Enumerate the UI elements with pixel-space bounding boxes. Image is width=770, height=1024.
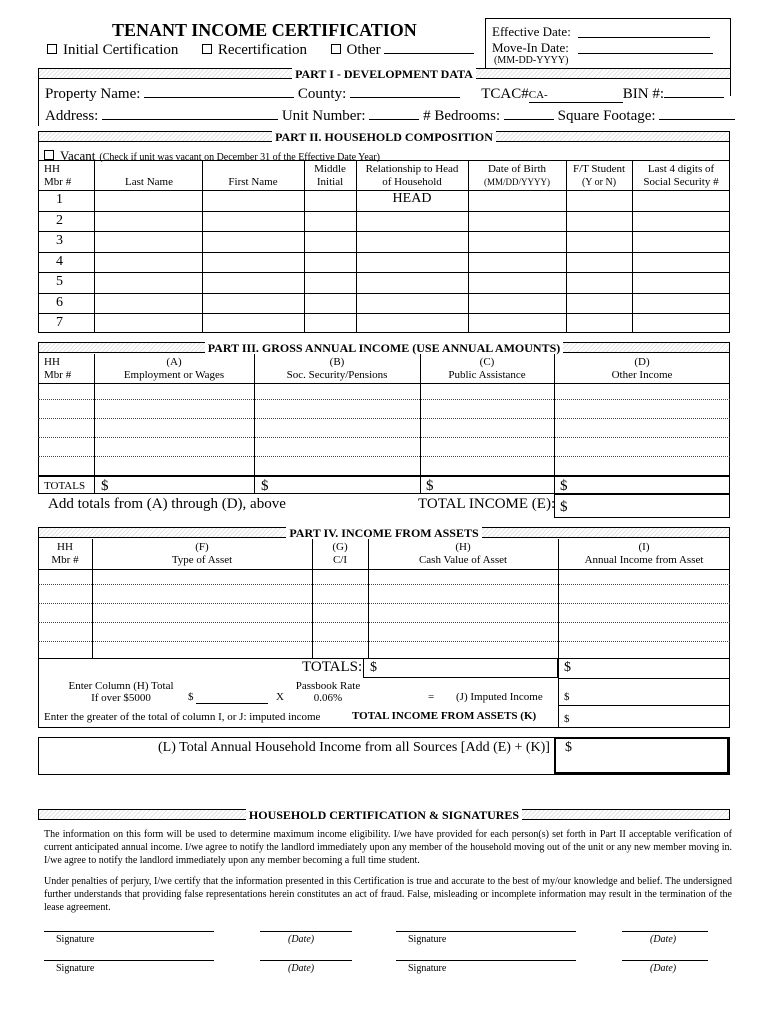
p4-col-hh-1: HH [57,541,73,553]
household-row-divider [38,252,730,253]
signature-label-1: Signature [56,934,95,945]
p4-total-h-field[interactable] [363,658,558,678]
p2-col-ft-1: F/T Student [572,163,626,175]
col-h-over-field[interactable] [196,703,268,704]
add-totals-note: Add totals from (A) through (D), above [48,496,286,512]
initial-certification-label: Initial Certification [63,42,179,58]
p3-col-b-2: Soc. Security/Pensions [286,369,388,381]
p4-col-g-1: (G) [332,541,348,553]
equals-sign: = [428,691,435,703]
p4-col-h-1: (H) [455,541,471,553]
date-label-3: (Date) [288,963,315,974]
date-line-2[interactable] [622,931,708,932]
part2-title: PART II. HOUSEHOLD COMPOSITION [272,130,496,144]
p2-col-rel-1: Relationship to Head [365,163,459,175]
p3-total-b[interactable]: $ [261,478,269,494]
p3-col-c-2: Public Assistance [448,369,526,381]
p3-col-b [254,356,420,382]
household-row-divider [38,313,730,314]
part1-header [38,68,730,79]
unit-number-label: Unit Number: [281,108,366,124]
p2-col-rel-2: of Household [382,176,442,188]
household-row-number: 3 [56,233,63,248]
household-row-number: 1 [56,192,63,207]
form-title: TENANT INCOME CERTIFICATION [112,20,417,40]
enter-col-h-1: Enter Column (H) Total [68,680,174,692]
p2-col-hh [44,163,71,189]
signature-line-2[interactable] [396,931,576,932]
tcac-label: TCAC# [481,86,529,102]
bedrooms-label: # Bedrooms: [423,108,501,124]
p4-col-f-1: (F) [195,541,209,553]
square-footage-field[interactable] [659,106,735,120]
enter-col-h-2: If over $5000 [91,692,151,704]
passbook-rate-2: 0.06% [313,692,343,704]
household-row-number: 6 [56,294,63,310]
p2-col-middle [304,163,356,189]
bin-label: BIN #: [622,86,664,102]
other-field[interactable] [384,40,474,54]
date-format-note: (MM-DD-YYYY) [494,55,569,66]
date-label-1: (Date) [288,934,315,945]
p4-total-i-dollar[interactable]: $ [564,660,571,675]
vacant-note: (Check if unit was vacant on December 31 of the Effective Date Year) [99,152,380,163]
total-assets-k-dollar[interactable]: $ [564,713,570,725]
p4-col-i-1: (I) [638,541,650,553]
p2-col-ss-2: Social Security # [643,176,719,188]
p2-col-first: First Name [228,176,278,188]
p3-col-hh-2: Mbr # [44,369,72,381]
signature-line-4[interactable] [396,960,576,961]
other-checkbox[interactable] [331,44,341,54]
unit-number-field[interactable] [369,106,419,120]
times-sign: X [276,691,284,703]
date-line-4[interactable] [622,960,708,961]
p3-col-a [94,356,254,382]
total-income-e-label: TOTAL INCOME (E): [418,496,556,512]
date-label-2: (Date) [650,934,677,945]
p3-col-c-1: (C) [479,356,495,368]
p3-total-c[interactable]: $ [426,478,434,494]
property-name-label: Property Name: [45,86,141,102]
signature-label-3: Signature [56,963,95,974]
p2-col-middle-2: Initial [316,176,344,188]
bedrooms-field[interactable] [504,106,554,120]
p4-totals-label: TOTALS: [302,659,363,675]
p3-col-c [420,356,554,382]
household-row-number: 5 [56,274,63,289]
date-label-4: (Date) [650,963,677,974]
p2-col-dob-1: Date of Birth [487,163,547,175]
signature-line-3[interactable] [44,960,214,961]
p4-col-h-2: Cash Value of Asset [418,554,508,566]
recertification-label: Recertification [217,42,308,58]
total-household-income-dollar: $ [565,740,572,755]
bin-field[interactable] [664,84,724,98]
p4-col-hh-2: Mbr # [51,554,79,566]
household-row-divider [38,211,730,212]
household-row-divider [38,231,730,232]
part1-title: PART I - DEVELOPMENT DATA [292,67,476,81]
total-household-income-label: (L) Total Annual Household Income from all Sources [Add (E) + (K)] [158,740,550,755]
p3-col-hh [44,356,71,382]
total-income-e-dollar: $ [560,499,568,515]
p3-col-a-1: (A) [166,356,182,368]
p4-col-f-2: Type of Asset [171,554,233,566]
col-h-dollar: $ [188,691,194,703]
p3-total-d[interactable]: $ [560,478,568,494]
p3-col-hh-1: HH [44,356,60,368]
vacant-label: Vacant [60,148,96,163]
total-assets-k-label: TOTAL INCOME FROM ASSETS (K) [352,710,537,722]
p4-col-hh [38,541,92,567]
p2-col-ss-1: Last 4 digits of [647,163,715,175]
date-line-1[interactable] [260,931,352,932]
household-row-divider [38,293,730,294]
tcac-prefix: CA- [528,89,548,101]
effective-date-field[interactable] [578,37,710,38]
cert-type-row [47,40,474,59]
certification-header [38,809,730,820]
recertification-checkbox[interactable] [202,44,212,54]
effective-date-label: Effective Date: [492,24,571,39]
p3-totals-label: TOTALS [44,480,86,492]
p2-col-hh-1: HH [44,163,60,175]
passbook-rate [290,680,366,704]
p3-col-d-2: Other Income [611,369,673,381]
p2-col-last: Last Name [125,176,173,188]
household-row-number: 7 [56,315,63,330]
p4-col-g [312,541,368,567]
initial-certification-checkbox[interactable] [47,44,57,54]
p2-col-dob [468,163,566,189]
tcac-field[interactable] [529,89,623,103]
address-field[interactable] [102,106,278,120]
part4-title: PART IV. INCOME FROM ASSETS [286,526,481,540]
certification-paragraph-1: The information on this form will be used to determine maximum income eligibility. I/we have provided for each person(s) set forth in Part II acceptable verification of current anticipated annual income. I/we agree to notify the landlord immediately upon any member of the household moving out of the unit or any new member moving in. I/we agree to notify the landlord immediately upon any member becoming a full time student. [44,829,732,866]
imputed-income-label: (J) Imputed Income [456,691,543,703]
p3-col-d [554,356,730,382]
other-label: Other [346,42,381,58]
household-row-divider [38,272,730,273]
part3-title: PART III. GROSS ANNUAL INCOME (USE ANNUAL AMOUNTS) [205,341,564,355]
p2-col-ss [632,163,730,189]
household-row-number: 4 [56,253,63,269]
p3-total-a[interactable]: $ [101,478,109,494]
signature-label-2: Signature [408,934,447,945]
p4-col-h [368,541,558,567]
address-label: Address: [45,108,99,124]
property-row [45,84,724,103]
signature-label-4: Signature [408,963,447,974]
p3-col-a-2: Employment or Wages [123,369,225,381]
property-name-field[interactable] [144,84,294,98]
p2-col-hh-2: Mbr # [44,176,72,188]
p3-col-b-1: (B) [329,356,345,368]
move-in-date-field[interactable] [578,53,713,54]
p2-col-relationship [356,163,468,189]
passbook-rate-1: Passbook Rate [295,680,361,692]
total-income-e-field[interactable] [554,494,730,518]
imputed-income-dollar[interactable]: $ [564,691,570,703]
head-label: HEAD [392,191,432,206]
vacant-checkbox[interactable] [44,150,54,160]
enter-col-h [46,680,196,704]
total-household-income-field[interactable] [554,737,730,775]
signature-line-1[interactable] [44,931,214,932]
p2-col-ft-2: (Y or N) [581,177,617,188]
p4-col-f [92,541,312,567]
p2-col-middle-1: Middle [314,163,346,175]
county-field[interactable] [350,84,460,98]
address-row [45,106,735,125]
move-in-date-label: Move-In Date: [492,40,569,55]
p4-total-h-dollar: $ [370,660,377,675]
p4-col-i-2: Annual Income from Asset [584,554,704,566]
household-row-number: 2 [56,212,63,228]
p4-col-i [558,541,730,567]
square-footage-label: Square Footage: [557,108,656,124]
p2-col-dob-2: (MM/DD/YYYY) [484,177,550,187]
date-line-3[interactable] [260,960,352,961]
county-label: County: [297,86,347,102]
p4-col-g-2: C/I [332,554,348,566]
certification-paragraph-2: Under penalties of perjury, I/we certify that the information presented in this Certification is true and accurate to the best of my/our knowledge and belief. The undersigned further understands that providing false representations herein constitutes an act of fraud. False, misleading or incomplete information may result in the termination of the lease agreement. [44,876,732,913]
p3-col-d-1: (D) [634,356,650,368]
enter-greater-note: Enter the greater of the total of column I, or J: imputed income [44,711,321,723]
certification-title: HOUSEHOLD CERTIFICATION & SIGNATURES [246,808,522,822]
p2-col-ft [566,163,632,189]
